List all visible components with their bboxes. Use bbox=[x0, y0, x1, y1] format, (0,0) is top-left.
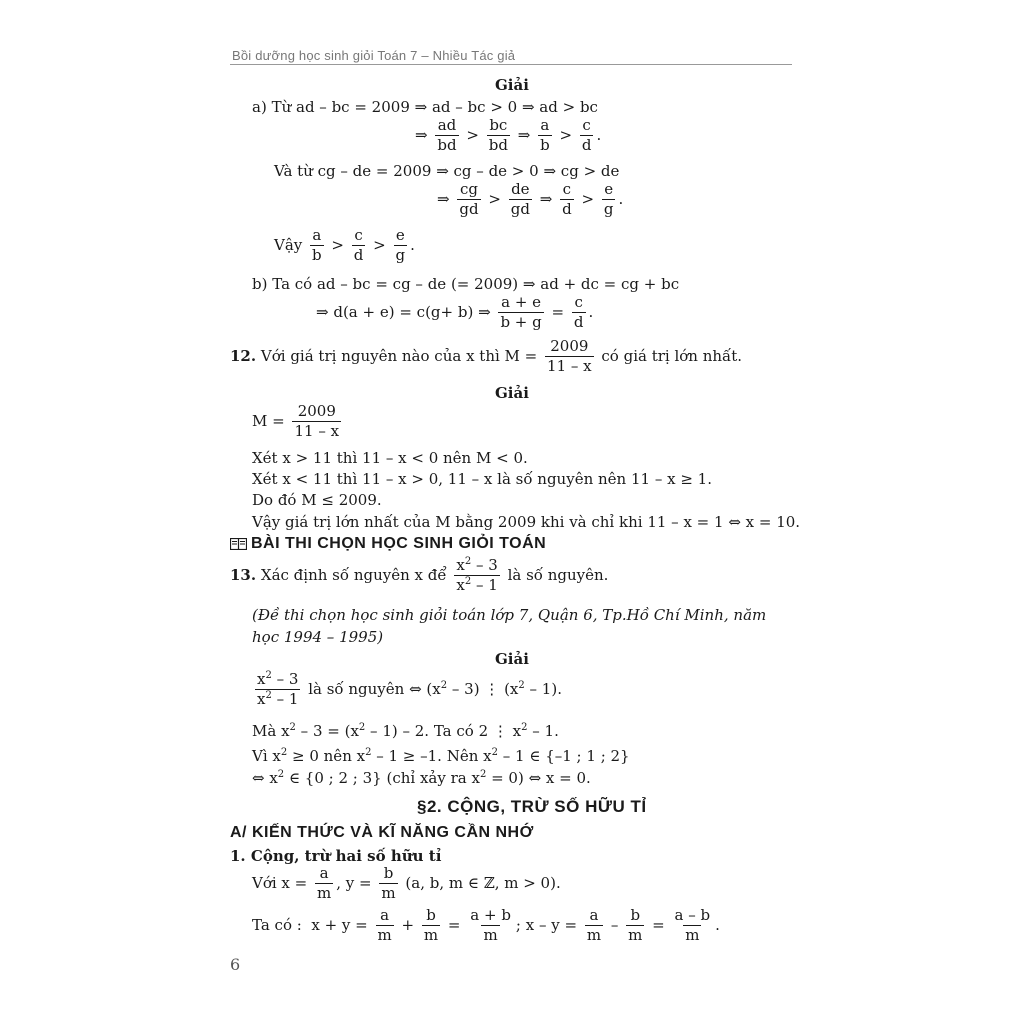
sol-b-text: ⇒ d(a + e) = c(g+ b) ⇒ bbox=[316, 302, 491, 321]
source-line1: (Đề thi chọn học sinh giỏi toán lớp 7, Quận 6, Tp.Hồ Chí Minh, năm bbox=[252, 606, 767, 624]
gt-symbol: > bbox=[466, 125, 479, 144]
fraction-a-m: $\frac{a}{m}$ bbox=[377, 906, 392, 944]
period: . bbox=[618, 189, 624, 208]
implies-symbol: ⇒ bbox=[415, 125, 428, 144]
conclusion-label: Vậy bbox=[274, 235, 303, 254]
gt-symbol: > bbox=[331, 235, 344, 254]
gt-symbol: > bbox=[373, 235, 386, 254]
sol-a-conclusion bbox=[274, 228, 415, 264]
source-line2: học 1994 – 1995) bbox=[252, 628, 384, 646]
fraction-cg-gd: $\frac{cg}{gd}$ bbox=[459, 180, 479, 218]
sol-a-line1: a) Từ ad – bc = 2009 ⇒ ad – bc > 0 ⇒ ad > bc bbox=[252, 98, 598, 116]
problem-text: Xác định số nguyên x để bbox=[260, 565, 447, 584]
fraction-amb-m: $\frac{a - b}{m}$ bbox=[674, 906, 711, 944]
fraction-a-m: $\frac{a}{m}$ bbox=[317, 864, 332, 902]
p13-step2: Mà $x^2 - 3 = (x^2 - 1) - 2$. Ta có 2 ⋮ $x^2 - 1$. bbox=[252, 722, 559, 740]
period: . bbox=[588, 302, 594, 321]
p13-step4: ⇔ $x^2$ ∈ {0 ; 2 ; 3} (chỉ xảy ra $x^2 = 0$) ⇔ x = 0. bbox=[252, 769, 591, 787]
fraction-b-m: $\frac{b}{m}$ bbox=[381, 864, 396, 902]
fraction-c-d: $\frac{c}{d}$ bbox=[353, 226, 364, 264]
section-subtitle: A/ KIẾN THỨC VÀ KĨ NĂNG CẦN NHỚ bbox=[230, 824, 534, 841]
fraction-b-m: $\frac{b}{m}$ bbox=[423, 906, 439, 944]
page-number: 6 bbox=[230, 955, 241, 974]
fraction-de-gd: $\frac{de}{gd}$ bbox=[510, 180, 530, 218]
gt-symbol: > bbox=[581, 189, 595, 208]
running-header: Bồi dưỡng học sinh giỏi Toán 7 – Nhiều Tác giả bbox=[232, 48, 516, 63]
fraction-x2m3-x2m1: $\frac{x^2 - 3}{x^2 - 1}$ bbox=[456, 556, 498, 594]
sol-a-line2 bbox=[415, 118, 601, 154]
item-heading: 1. Cộng, trừ hai số hữu tỉ bbox=[230, 847, 442, 865]
problem-number: 12. bbox=[230, 346, 257, 365]
formula-line: Ta có : x + y = $\frac{a}{m}$ + $\frac{b}{m}$ = $\frac{a + b}{m}$ ; x – y = $\frac{a}{m}$ – $\frac{b}{m}$ = $\frac{a - b}{m}$ . bbox=[252, 906, 720, 944]
problem-text: Với giá trị nguyên nào của x thì M = bbox=[260, 346, 538, 365]
fraction-2009-11mx: $\frac{2009}{11 - x}$ bbox=[547, 337, 592, 375]
fraction-ape-bpg: $\frac{a + e}{b + g}$ bbox=[500, 293, 542, 331]
problem-text: là số nguyên. bbox=[507, 565, 609, 584]
solution-heading: Giải bbox=[495, 384, 529, 402]
fraction-x2m3-x2m1: $\frac{x^2 - 3}{x^2 - 1}$ bbox=[257, 670, 299, 708]
fraction-e-g: $\frac{e}{g}$ bbox=[395, 226, 406, 264]
exam-section-label: BÀI THI CHỌN HỌC SINH GIỎI TOÁN bbox=[251, 535, 547, 552]
solution-heading: Giải bbox=[495, 76, 529, 94]
implies-symbol: ⇒ bbox=[437, 189, 450, 208]
header-rule bbox=[230, 64, 792, 65]
sol-b-line1: b) Ta có ad – bc = cg – de (= 2009) ⇒ ad + dc = cg + bc bbox=[252, 275, 680, 293]
fraction-c-d: $\frac{c}{d}$ bbox=[581, 116, 592, 154]
period: . bbox=[410, 235, 415, 254]
gt-symbol: > bbox=[559, 125, 573, 144]
fraction-e-g: $\frac{e}{g}$ bbox=[603, 180, 614, 218]
problem-text: có giá trị lớn nhất. bbox=[601, 346, 743, 365]
p12-line4: Vậy giá trị lớn nhất của M bằng 2009 khi và chỉ khi 11 – x = 1 ⇔ x = 10. bbox=[252, 513, 801, 531]
fraction-b-m: $\frac{b}{m}$ bbox=[628, 906, 643, 944]
section-title: §2. CỘNG, TRỪ SỐ HỮU TỈ bbox=[417, 797, 647, 816]
m-definition bbox=[252, 404, 344, 440]
fraction-2009-11mx: $\frac{2009}{11 - x}$ bbox=[294, 402, 340, 440]
p13-step1: $\frac{x^2 - 3}{x^2 - 1}$ là số nguyên ⇔ $(x^2 - 3)$ ⋮ $(x^2 - 1)$. bbox=[257, 670, 562, 708]
p12-line3: Do đó M ≤ 2009. bbox=[252, 491, 382, 509]
fraction-apb-m: $\frac{a + b}{m}$ bbox=[470, 906, 511, 944]
fraction-c-d: $\frac{c}{d}$ bbox=[562, 180, 572, 218]
equals-symbol: = bbox=[551, 302, 565, 321]
fraction-a-b: $\frac{a}{b}$ bbox=[312, 226, 322, 264]
book-icon bbox=[230, 538, 247, 550]
p12-line1: Xét x > 11 thì 11 – x < 0 nên M < 0. bbox=[252, 449, 528, 467]
period: . bbox=[596, 125, 602, 144]
problem-13 bbox=[230, 558, 608, 594]
fraction-a-b: $\frac{a}{b}$ bbox=[540, 116, 550, 154]
m-label: M = bbox=[252, 411, 285, 430]
p12-line2: Xét x < 11 thì 11 – x > 0, 11 – x là số nguyên nên 11 – x ≥ 1. bbox=[252, 470, 712, 488]
sol-a-line4 bbox=[437, 182, 623, 218]
definition-line: Với x = $\frac{a}{m}$ , y = $\frac{b}{m}$ (a, b, m ∈ ℤ, m > 0). bbox=[252, 864, 561, 902]
problem-12 bbox=[230, 339, 742, 375]
problem-number: 13. bbox=[230, 565, 257, 584]
p13-step3: Vì $x^2 \ge 0$ nên $x^2 - 1 \ge -1$. Nên $x^2 - 1$ ∈ {–1 ; 1 ; 2} bbox=[252, 747, 630, 765]
gt-symbol: > bbox=[488, 189, 501, 208]
fraction-bc-bd: $\frac{bc}{bd}$ bbox=[488, 116, 508, 154]
fraction-c-d: $\frac{c}{d}$ bbox=[573, 293, 584, 331]
exam-section-title bbox=[230, 535, 546, 553]
sol-b-line2 bbox=[316, 295, 593, 331]
fraction-a-m: $\frac{a}{m}$ bbox=[586, 906, 602, 944]
fraction-ad-bd: $\frac{ad}{bd}$ bbox=[437, 116, 457, 154]
solution-heading: Giải bbox=[495, 650, 529, 668]
sol-a-line3: Và từ cg – de = 2009 ⇒ cg – de > 0 ⇒ cg > de bbox=[274, 162, 620, 180]
implies-symbol: ⇒ bbox=[517, 125, 531, 144]
implies-symbol: ⇒ bbox=[539, 189, 553, 208]
